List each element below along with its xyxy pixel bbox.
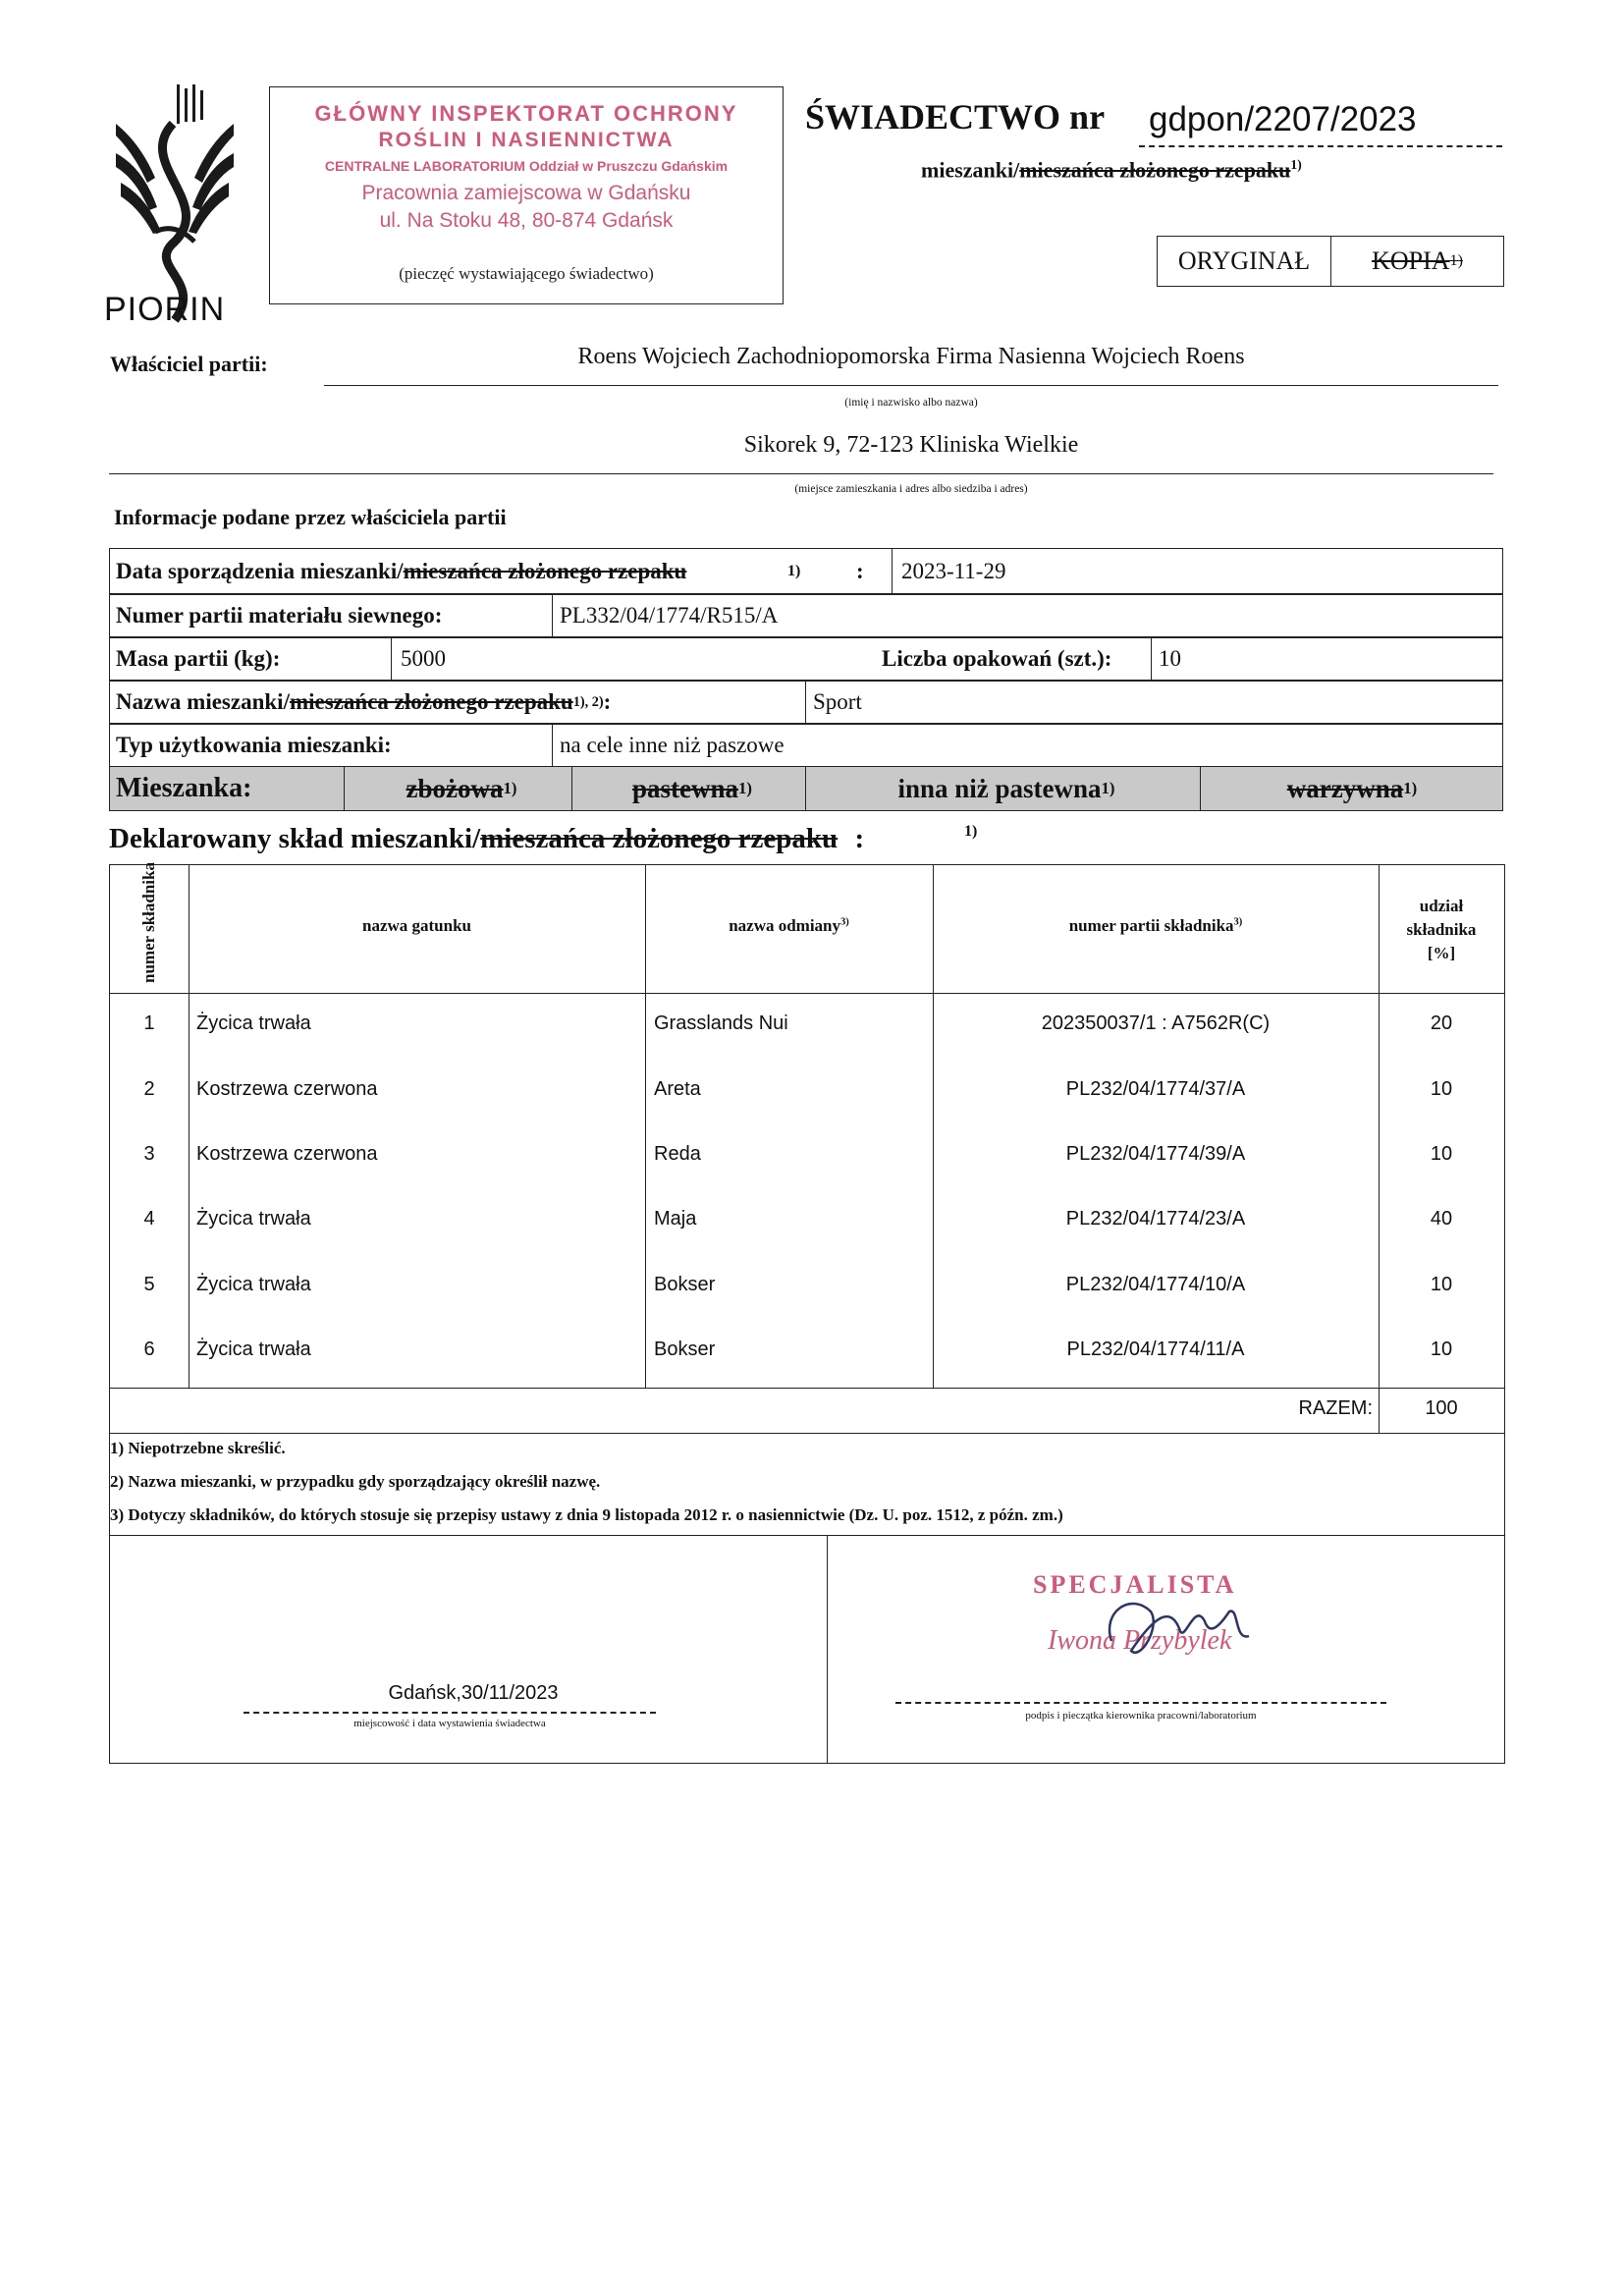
info-row-use (109, 723, 1503, 768)
row-number: 1 (143, 1012, 155, 1034)
col-header-share-3: [%] (1427, 944, 1456, 962)
lot-label: Numer partii materiału siewnego: (116, 603, 443, 628)
specialist-stamp-name: Iwona Przybylek (1048, 1625, 1232, 1656)
mass-label: Masa partii (kg): (116, 646, 281, 671)
composition-heading-text: Deklarowany skład mieszanki/ (109, 823, 481, 854)
row-lot: 202350037/1 : A7562R(C) (1041, 1012, 1271, 1034)
row-species: Życica trwała (196, 1208, 311, 1230)
divider (805, 767, 806, 810)
row-number: 6 (143, 1339, 155, 1360)
divider (110, 1433, 1504, 1434)
mix-type-other (807, 767, 1200, 810)
date-sup: 1) (787, 563, 801, 579)
row-share: 10 (1430, 1078, 1453, 1100)
row-lot: PL232/04/1774/10/A (1065, 1274, 1246, 1295)
date-label-text: Data sporządzenia mieszanki/ (116, 559, 404, 583)
copy-text: KOPIA (1372, 246, 1450, 275)
mix-type-cereal-text: zbożowa (406, 773, 504, 803)
col-header-share (1379, 895, 1504, 965)
row-number: 5 (143, 1274, 155, 1295)
mix-type-sup: 1) (503, 779, 517, 797)
divider (344, 767, 345, 810)
col-header-share-2: składnika (1406, 920, 1477, 939)
divider (805, 681, 806, 724)
mix-type-sup: 1) (738, 779, 752, 797)
table-row (110, 1078, 1504, 1108)
signature-line (895, 1702, 1386, 1704)
date-colon: : (856, 559, 864, 583)
copy-sup: 1) (1449, 252, 1463, 269)
mass-value: 5000 (401, 646, 446, 671)
table-row (110, 1143, 1504, 1173)
row-variety: Reda (654, 1143, 701, 1165)
col-header-number (110, 862, 189, 993)
composition-heading (109, 823, 864, 855)
row-lot: PL232/04/1774/39/A (1065, 1143, 1246, 1165)
divider (391, 637, 392, 681)
signature-caption: podpis i pieczątka kierownika pracowni/laboratorium (1025, 1710, 1257, 1722)
row-lot: PL232/04/1774/23/A (1065, 1208, 1246, 1230)
original-label: ORYGINAŁ (1158, 237, 1331, 286)
owner-address-line (109, 473, 1493, 474)
row-lot: PL232/04/1774/11/A (1066, 1339, 1245, 1360)
row-variety: Grasslands Nui (654, 1012, 788, 1034)
row-number: 2 (143, 1078, 155, 1100)
col-header-lot-text: numer partii składnika (1068, 916, 1234, 935)
row-species: Życica trwała (196, 1012, 311, 1034)
certificate-number-underline (1139, 145, 1502, 147)
stamp-line-2: ROŚLIN I NASIENNICTWA (378, 129, 675, 151)
stamp-line-5: ul. Na Stoku 48, 80-874 Gdańsk (379, 209, 674, 232)
mix-type-fodder (573, 767, 805, 810)
info-row-mass (109, 636, 1503, 682)
divider (110, 1388, 1504, 1389)
col-header-lot (933, 916, 1379, 936)
divider (110, 993, 1504, 994)
stamp-line-4: Pracownia zamiejscowa w Gdańsku (361, 182, 691, 204)
packages-value: 10 (1159, 646, 1181, 671)
note-1: 1) Niepotrzebne skreślić. (110, 1439, 286, 1457)
mix-name-label-text: Nazwa mieszanki/ (116, 689, 290, 714)
col-header-variety-text: nazwa odmiany (729, 916, 841, 935)
mix-name-value: Sport (813, 689, 862, 714)
owner-address-caption: (miejsce zamieszkania i adres albo siedziba i adres) (794, 483, 1028, 495)
mix-type-label: Mieszanka: (116, 773, 252, 803)
divider (827, 1535, 828, 1763)
row-variety: Maja (654, 1208, 697, 1230)
table-row (110, 1012, 1504, 1042)
row-share: 10 (1430, 1143, 1453, 1165)
divider (1151, 637, 1152, 681)
divider (552, 724, 553, 767)
stamp-line-1: GŁÓWNY INSPEKTORAT OCHRONY (314, 101, 738, 126)
stamp-line-3: CENTRALNE LABORATORIUM Oddział w Pruszczu Gdańskim (324, 158, 729, 174)
subtitle-struck: mieszańca złożonego rzepaku (1019, 157, 1291, 183)
table-row (110, 1208, 1504, 1237)
use-value: na cele inne niż paszowe (560, 733, 785, 757)
divider (571, 767, 572, 810)
info-row-lot (109, 593, 1503, 638)
note-2: 2) Nazwa mieszanki, w przypadku gdy sporządzający określił nazwę. (110, 1472, 601, 1491)
date-label-struck: mieszańca złożonego rzepaku (403, 559, 687, 583)
divider (933, 865, 934, 1388)
divider (110, 1535, 1504, 1536)
row-species: Kostrzewa czerwona (196, 1078, 378, 1100)
issuer-stamp-box (269, 86, 784, 304)
col-header-species: nazwa gatunku (361, 916, 471, 935)
mix-type-cereal (346, 767, 571, 810)
row-species: Kostrzewa czerwona (196, 1143, 378, 1165)
date-label (110, 549, 895, 594)
mix-type-vegetable (1202, 767, 1496, 810)
subtitle-sup: 1) (1290, 157, 1302, 172)
note-3: 3) Dotyczy składników, do których stosuje się przepisy ustawy z dnia 9 listopada 2012 r. o nasiennictwie (Dz. U. poz. 1512, z późn. zm.) (110, 1505, 1063, 1524)
row-variety: Bokser (654, 1274, 716, 1295)
subtitle-normal: mieszanki/ (921, 157, 1020, 183)
lot-value: PL332/04/1774/R515/A (560, 603, 779, 628)
place-date: Gdańsk,30/11/2023 (388, 1682, 559, 1704)
row-lot: PL232/04/1774/37/A (1065, 1078, 1246, 1100)
mix-name-colon: : (603, 689, 612, 714)
table-row (110, 1274, 1504, 1303)
mix-type-fodder-text: pastewna (632, 773, 739, 803)
total-value: 100 (1425, 1397, 1458, 1419)
divider (552, 594, 553, 637)
mix-type-sup: 1) (1101, 779, 1115, 797)
date-value: 2023-11-29 (901, 559, 1006, 583)
info-row-name (109, 680, 1503, 725)
mix-type-other-text: inna niż pastewna (897, 773, 1102, 803)
col-header-variety (645, 916, 933, 936)
row-number: 4 (143, 1208, 155, 1230)
row-share: 10 (1430, 1274, 1453, 1295)
owner-name: Roens Wojciech Zachodniopomorska Firma Nasienna Wojciech Roens (577, 344, 1245, 369)
mix-name-label-struck: mieszańca złożonego rzepaku (289, 689, 573, 714)
row-variety: Areta (654, 1078, 701, 1100)
mix-name-label (110, 681, 660, 724)
col-header-share-1: udział (1419, 897, 1464, 915)
composition-heading-colon: : (854, 823, 865, 854)
composition-heading-struck: mieszańca złożonego rzepaku (480, 823, 839, 854)
row-number: 3 (143, 1143, 155, 1165)
row-share: 40 (1430, 1208, 1453, 1230)
composition-heading-sup: 1) (964, 823, 978, 840)
owner-address: Sikorek 9, 72-123 Kliniska Wielkie (743, 432, 1079, 458)
table-row (110, 1339, 1504, 1368)
certificate-number: gdpon/2207/2023 (1149, 100, 1417, 138)
original-copy-box (1157, 236, 1504, 287)
divider (1200, 767, 1201, 810)
owner-name-line (324, 385, 1498, 386)
col-header-number-text: numer składnika (139, 862, 158, 983)
composition-table (109, 864, 1505, 1764)
info-heading: Informacje podane przez właściciela partii (114, 505, 507, 529)
certificate-subtitle (921, 157, 1302, 183)
col-header-lot-sup: 3) (1233, 916, 1243, 928)
use-label: Typ użytkowania mieszanki: (116, 733, 392, 757)
logo-text: PIORIN (104, 291, 226, 328)
row-variety: Bokser (654, 1339, 716, 1360)
total-label: RAZEM: (1298, 1397, 1373, 1419)
row-share: 10 (1430, 1339, 1453, 1360)
info-row-date (109, 548, 1503, 595)
col-header-variety-sup: 3) (840, 916, 849, 928)
row-species: Życica trwała (196, 1339, 311, 1360)
mix-name-sup: 1), 2) (572, 693, 604, 710)
stamp-caption: (pieczęć wystawiającego świadectwo) (399, 264, 654, 283)
packages-label: Liczba opakowań (szt.): (882, 646, 1112, 671)
signature-icon (1092, 1582, 1288, 1670)
mix-type-sup: 1) (1403, 779, 1418, 797)
divider (892, 549, 893, 594)
specialist-stamp-title: SPECJALISTA (1033, 1570, 1237, 1599)
certificate-title: ŚWIADECTWO nr (805, 97, 1106, 137)
owner-name-caption: (imię i nazwisko albo nazwa) (844, 397, 978, 409)
mix-type-vegetable-text: warzywna (1286, 773, 1404, 803)
row-species: Życica trwała (196, 1274, 311, 1295)
row-share: 20 (1430, 1012, 1453, 1034)
place-date-caption: miejscowość i data wystawienia świadectwa (353, 1718, 546, 1729)
owner-label: Właściciel partii: (110, 352, 268, 376)
info-row-mix-type (109, 766, 1503, 811)
place-date-line (244, 1712, 656, 1714)
copy-label (1331, 237, 1503, 286)
divider (645, 865, 646, 1388)
